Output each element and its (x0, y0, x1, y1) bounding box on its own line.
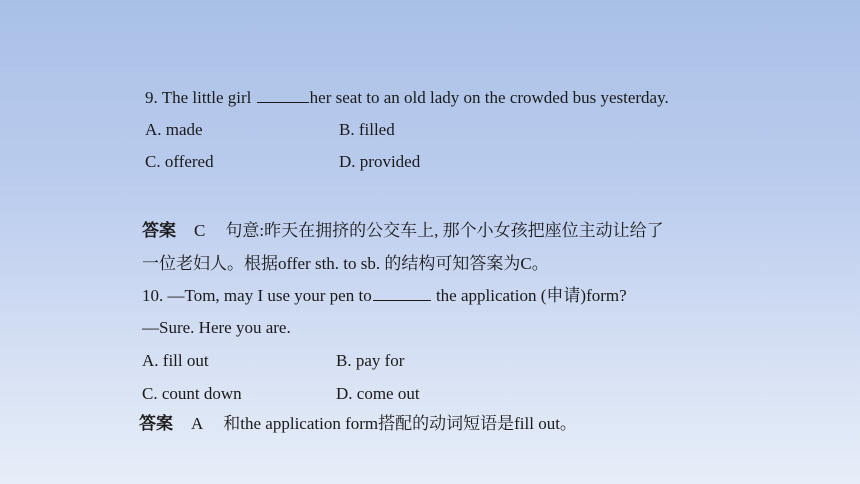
q9-blank (257, 88, 309, 103)
q10-option-b: B. pay for (336, 351, 405, 370)
q10-option-c: C. count down (142, 384, 242, 403)
q9-answer (142, 221, 664, 241)
q9-stem-after: her seat to an old lady on the crowded bus yesterday. (309, 88, 669, 107)
q10-stem-after: the application (申请)form? (431, 286, 627, 305)
q10-answer (139, 414, 577, 434)
q9-explanation-line1: 句意:昨天在拥挤的公交车上, 那个小女孩把座位主动让给了 (225, 221, 664, 240)
q9-option-c: C. offered (145, 152, 214, 171)
q9-stem-before: 9. The little girl (145, 88, 256, 107)
q10-answer-label: 答案 (139, 414, 173, 433)
q9-stem (145, 88, 669, 108)
q10-answer-letter: A (191, 414, 204, 433)
q10-stem-before: 10. —Tom, may I use your pen to (142, 286, 372, 305)
q10-option-d: D. come out (336, 384, 420, 403)
q9-option-b: B. filled (339, 120, 395, 139)
q9-answer-label: 答案 (142, 221, 176, 240)
q10-reply: —Sure. Here you are. (142, 318, 291, 337)
q9-explanation-line2: 一位老妇人。根据offer sth. to sb. 的结构可知答案为C。 (142, 254, 549, 273)
q10-blank (373, 286, 431, 301)
q10-option-a: A. fill out (142, 351, 209, 370)
q10-explanation: 和the application form搭配的动词短语是fill out。 (223, 414, 577, 433)
q9-answer-letter: C (194, 221, 206, 240)
q10-stem (142, 286, 627, 306)
q9-option-a: A. made (145, 120, 203, 139)
q9-option-d: D. provided (339, 152, 421, 171)
